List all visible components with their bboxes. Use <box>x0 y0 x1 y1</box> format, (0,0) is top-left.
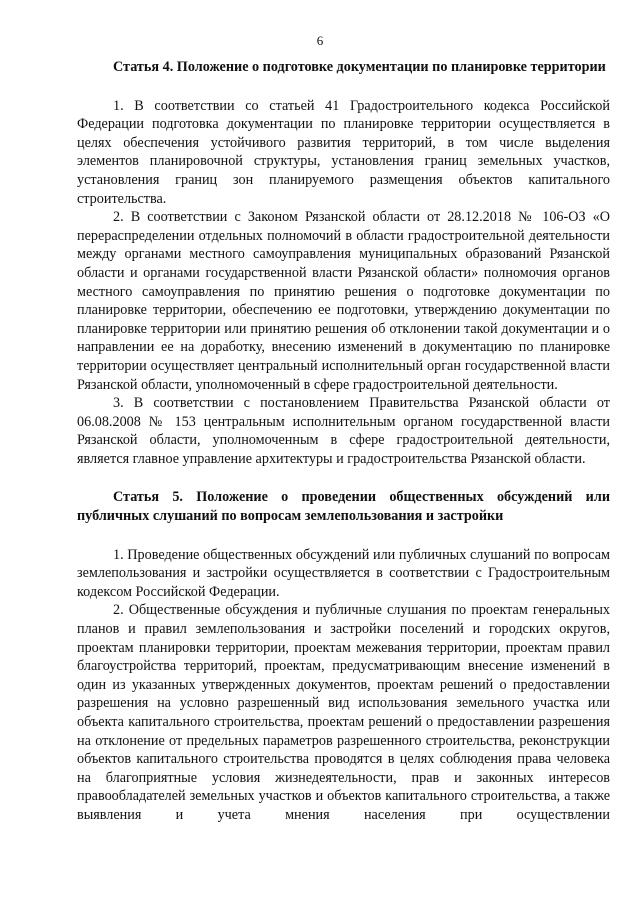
page-number: 6 <box>316 33 324 48</box>
article-5-heading: Статья 5. Положение о проведении общественных обсуждений или публичных слушаний по вопросам землепользования и застройки <box>77 489 610 525</box>
article-4-paragraph-1: 1. В соответствии со статьей 41 Градостроительного кодекса Российской Федерации подготовка документации по планировке территории осуществляется в целях обеспечения устойчивого развития территорий, в том числе выделения элементов планировочной структуры, установления границ земельных участков, установления границ зон планируемого размещения объектов капитального строительства. <box>77 97 610 207</box>
article-5 <box>77 488 610 824</box>
article-5-paragraph-1: 1. Проведение общественных обсуждений или публичных слушаний по вопросам землепользования и застройки осуществляется в соответствии с Градостроительным кодексом Российской Федерации. <box>77 546 610 600</box>
article-4-heading: Статья 4. Положение о подготовке документации по планировке территории <box>113 59 606 75</box>
article-4-paragraph-3: 3. В соответствии с постановлением Правительства Рязанской области от 06.08.2008 № 153 центральным исполнительным органом государственной власти Рязанской области, уполномоченным в сфере градостроительной деятельности, является главное управление архитектуры и градостроительства Рязанской области. <box>77 395 610 467</box>
document-body <box>77 58 610 825</box>
article-4 <box>77 58 610 468</box>
article-5-paragraph-2: 2. Общественные обсуждения и публичные слушания по проектам генеральных планов и правил землепользования и застройки поселений и городских округов, проектам планировки территории, проектам межевания территории, проектам правил благоустройства территорий, проектам, предусматривающим внесение изменений в один из указанных утвержденных документов, проектам решений о предоставлении разрешения на условно разрешенный вид использования земельного участка или объекта капитального строительства, проектам решений о предоставлении разрешения на отклонение от предельных параметров разрешенного строительства, реконструкции объектов капитального строительства проводятся в целях соблюдения права человека на благоприятные условия жизнедеятельности, прав и законных интересов правообладателей земельных участков и объектов капитального строительства, а также выявления и учета мнения населения при осуществлении <box>77 602 610 823</box>
article-4-paragraph-2: 2. В соответствии с Законом Рязанской области от 28.12.2018 № 106-ОЗ «О перераспределении отдельных полномочий в области градостроительной деятельности между органами местного самоуправления муниципальных образований Рязанской области и органами государственной власти Рязанской области» полномочия органов местного самоуправления по принятию решения о подготовке документации по планировке территории, обеспечению ее подготовки, утверждению документации по планировке территории или принятию решения об отклонении такой документации и о направлении ее на доработку, внесению изменений в документацию по планировке территории осуществляет центральный исполнительный орган государственной власти Рязанской области, уполномоченный в сфере градостроительной деятельности. <box>77 209 610 393</box>
